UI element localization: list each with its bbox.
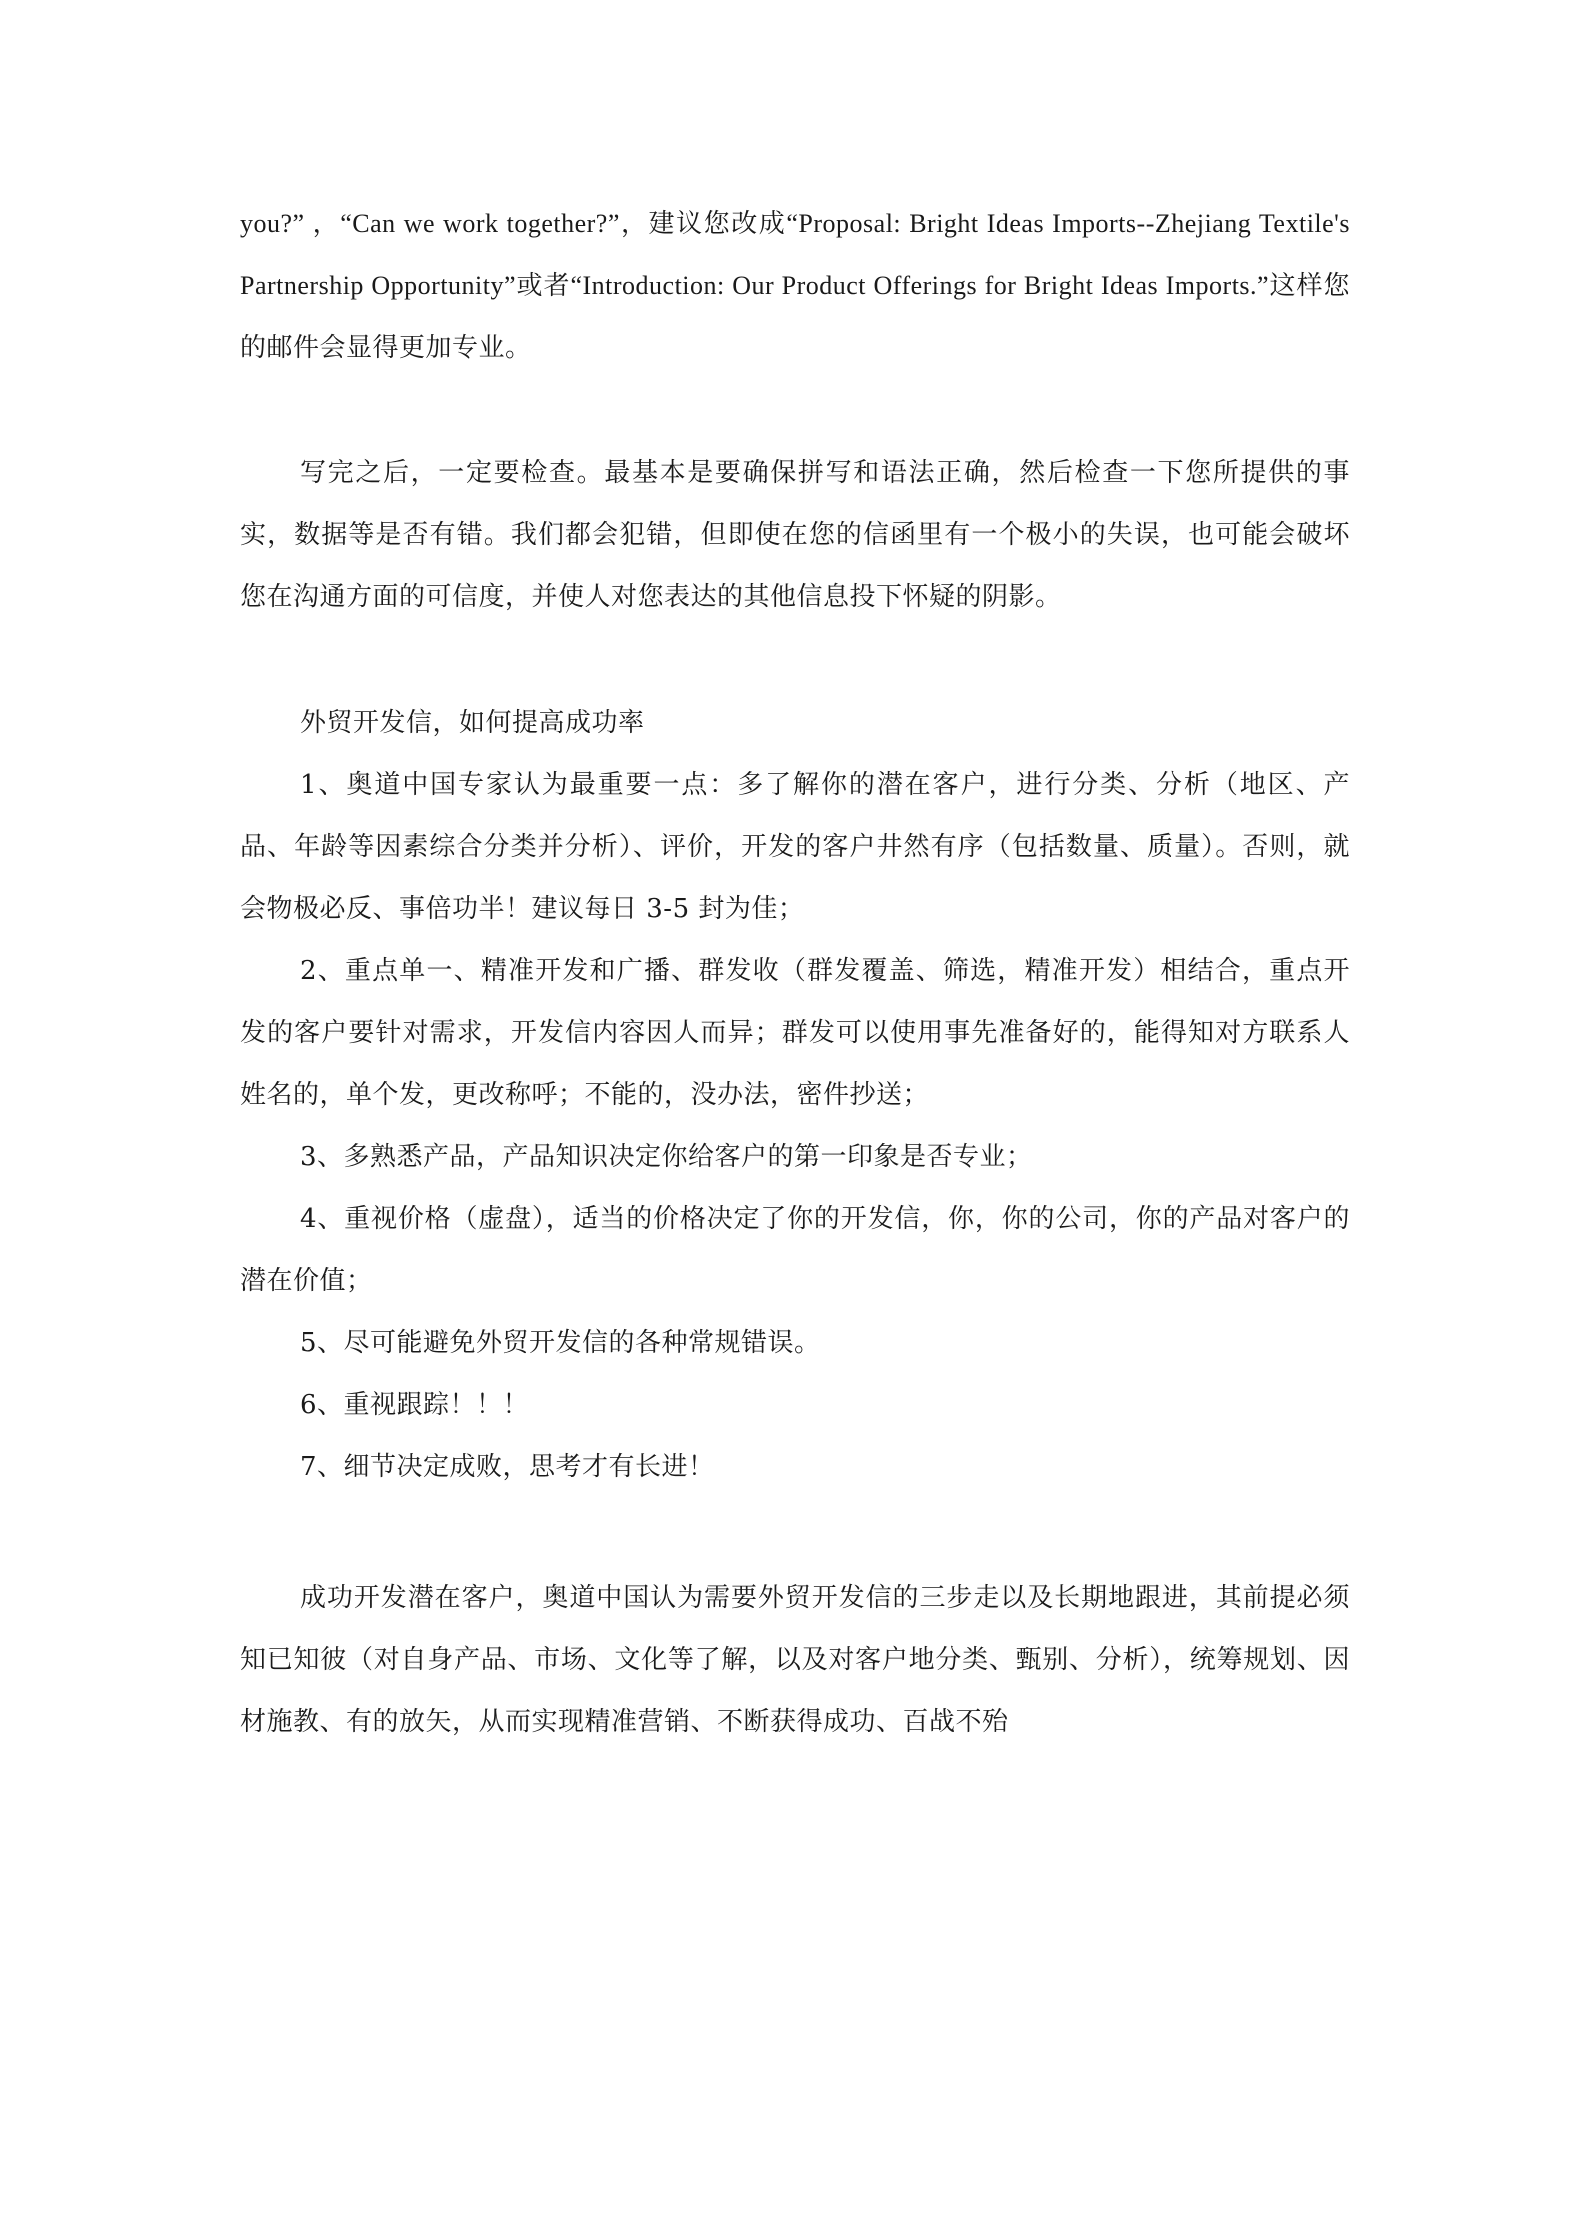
- closing-paragraph: 成功开发潜在客户，奥道中国认为需要外贸开发信的三步走以及长期地跟进，其前提必须知已知彼（对自身产品、市场、文化等了解，以及对客户地分类、甄别、分析），统筹规划、因材施教、有的放矢，从而实现精准营销、不断获得成功、百战不殆: [240, 1583, 1350, 1737]
- list-item-7: 7、细节决定成败，思考才有长进！: [300, 1452, 715, 1482]
- check-paragraph: 写完之后，一定要检查。最基本是要确保拼写和语法正确，然后检查一下您所提供的事实，数据等是否有错。我们都会犯错，但即使在您的信函里有一个极小的失误，也可能会破坏您在沟通方面的可信度，并使人对您表达的其他信息投下怀疑的阴影。: [240, 458, 1350, 612]
- list-item-5: 5、尽可能避免外贸开发信的各种常规错误。: [300, 1328, 821, 1358]
- list-item-1: 1、奥道中国专家认为最重要一点：多了解你的潜在客户，进行分类、分析（地区、产品、年龄等因素综合分类并分析）、评价，开发的客户井然有序（包括数量、质量）。否则，就会物极必反、事倍功半！建议每日 3-5 封为佳；: [240, 770, 1350, 924]
- intro-paragraph: you?” ，“Can we work together?”，建议您改成“Proposal: Bright Ideas Imports--Zhejiang Textile's Partnership Opportunity”或者“Introduction: Our Product Offerings for Bright Ideas Imports.”这样您的邮件会显得更加专业。: [240, 209, 1350, 362]
- tips-section: [240, 692, 1350, 1498]
- closing-block: [240, 1567, 1350, 1753]
- check-block: [240, 442, 1350, 628]
- list-item-6: 6、重视跟踪！！！: [300, 1390, 530, 1420]
- intro-block: [240, 193, 1350, 379]
- list-item-4: 4、重视价格（虚盘），适当的价格决定了你的开发信，你，你的公司，你的产品对客户的潜在价值；: [240, 1204, 1350, 1296]
- section-title: 外贸开发信，如何提高成功率: [300, 708, 645, 738]
- list-item-2: 2、重点单一、精准开发和广播、群发收（群发覆盖、筛选，精准开发）相结合，重点开发的客户要针对需求，开发信内容因人而异；群发可以使用事先准备好的，能得知对方联系人姓名的，单个发，更改称呼；不能的，没办法，密件抄送；: [240, 956, 1350, 1110]
- list-item-3: 3、多熟悉产品，产品知识决定你给客户的第一印象是否专业；: [300, 1142, 1033, 1172]
